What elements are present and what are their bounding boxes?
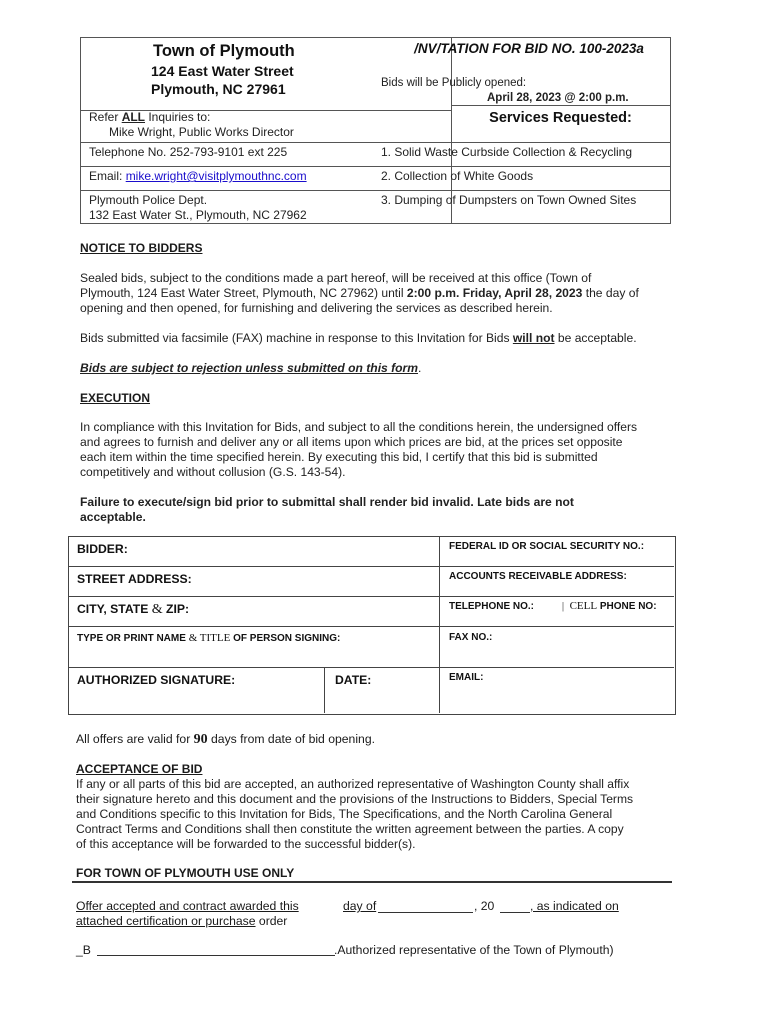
fax-notice: Bids submitted via facsimile (FAX) machine in response to this Invitation for Bids will not be acceptable. — [80, 331, 637, 345]
city-state-zip-field[interactable]: CITY, STATE & ZIP: — [77, 602, 190, 617]
divider — [69, 626, 674, 627]
date-field[interactable]: DATE: — [335, 673, 372, 687]
divider — [72, 881, 672, 883]
town-city: Plymouth, NC 27961 — [151, 81, 286, 97]
signer-name-title-field[interactable]: TYPE OR PRINT NAME & TITLE OF PERSON SIGNING: — [77, 632, 341, 644]
divider — [81, 190, 670, 191]
service-item: 2. Collection of White Goods — [381, 169, 534, 183]
rejection-notice: Bids are subject to rejection unless submitted on this form. — [80, 361, 422, 375]
email-field[interactable]: EMAIL: — [449, 672, 484, 683]
notice-heading: NOTICE TO BIDDERS — [80, 241, 203, 255]
bidder-form — [68, 536, 676, 715]
day-of-text: day of — [343, 899, 377, 913]
offer-accepted-text: Offer accepted and contract awarded this — [76, 899, 299, 913]
execution-heading: EXECUTION — [80, 391, 151, 405]
service-item: 1. Solid Waste Curbside Collection & Recycling — [381, 145, 632, 159]
year-blank[interactable] — [500, 912, 530, 913]
email-row: Email: mike.wright@visitplymouthnc.com — [89, 169, 307, 183]
cell-phone-field[interactable]: | CELL PHONE NO: — [562, 600, 657, 612]
authorized-signature-field[interactable]: AUTHORIZED SIGNATURE: — [77, 673, 236, 687]
month-blank[interactable] — [378, 912, 473, 913]
form-divider — [324, 667, 325, 713]
divider — [451, 105, 670, 106]
form-divider — [439, 537, 440, 713]
police-dept: Plymouth Police Dept. — [89, 193, 208, 207]
refer-inquiries: Refer ALL Inquiries to: — [89, 110, 211, 124]
federal-id-field[interactable]: FEDERAL ID OR SOCIAL SECURITY NO.: — [449, 541, 645, 552]
telephone-field[interactable]: TELEPHONE NO.: — [449, 601, 535, 612]
opened-label: Bids will be Publicly opened: — [381, 77, 527, 89]
fax-field[interactable]: FAX NO.: — [449, 632, 493, 643]
divider — [81, 142, 670, 143]
header-table — [80, 37, 671, 224]
services-title: Services Requested: — [489, 110, 632, 126]
attached-certification-text: attached certification or purchase order — [76, 914, 288, 928]
signature-line[interactable] — [97, 955, 335, 956]
divider — [69, 596, 674, 597]
year-text: , 20 — [474, 899, 495, 913]
town-street: 124 East Water Street — [151, 63, 294, 79]
opened-date: April 28, 2023 @ 2:00 p.m. — [487, 92, 629, 104]
divider — [69, 566, 674, 567]
police-address: 132 East Water St., Plymouth, NC 27962 — [89, 208, 307, 222]
by-label: _B — [76, 943, 91, 957]
acceptance-paragraph: If any or all parts of this bid are accepted, an authorized representative of Washington County shall affix their signature hereto and this document and the provisions of the Instructions to Bidders, Special Terms and Conditions specific to this Invitation for Bids, The Specifications, and the North Carolina General Contract Terms and Conditions shall then constitute the written agreement between the parties. A copy of this acceptance will be forwarded to the successful bidder(s). — [76, 777, 634, 851]
bidder-field[interactable]: BIDDER: — [77, 542, 128, 556]
telephone: Telephone No. 252-793-9101 ext 225 — [89, 145, 288, 159]
acceptance-heading: ACCEPTANCE OF BID — [76, 762, 203, 776]
service-item: 3. Dumping of Dumpsters on Town Owned Sites — [381, 193, 637, 207]
failure-notice: Failure to execute/sign bid prior to submittal shall render bid invalid. Late bids are not acceptable. — [80, 495, 574, 524]
contact-name: Mike Wright, Public Works Director — [109, 125, 294, 139]
street-address-field[interactable]: STREET ADDRESS: — [77, 572, 192, 586]
town-use-heading: FOR TOWN OF PLYMOUTH USE ONLY — [76, 866, 295, 880]
town-name: Town of Plymouth — [153, 42, 295, 60]
accounts-receivable-field[interactable]: ACCOUNTS RECEIVABLE ADDRESS: — [449, 571, 627, 582]
divider — [81, 166, 670, 167]
offer-validity: All offers are valid for 90 days from date of bid opening. — [76, 732, 375, 747]
as-indicated-text: , as indicated on — [530, 899, 619, 913]
execution-paragraph: In compliance with this Invitation for Bids, and subject to all the conditions herein, the undersigned offers and agrees to furnish and deliver any or all items upon which prices are bid, at the prices set opposite each item within the time specified herein. By executing this bid, I certify that this bid is submitted competitively and without collusion (G.S. 143-54). — [80, 420, 638, 479]
authorized-representative-text: .Authorized representative of the Town of Plymouth) — [334, 943, 614, 957]
divider — [69, 667, 674, 668]
notice-paragraph: Sealed bids, subject to the conditions made a part hereof, will be received at this office (Town of Plymouth, 124 East Water Street, Plymouth, NC 27962) until 2:00 p.m. Friday, April 28, 2023 the day of opening and then opened, for furnishing and delivering the services as described herein. — [80, 271, 639, 315]
invitation-number: /NV/TATION FOR BID NO. 100-2023a — [414, 41, 644, 56]
email-link[interactable]: mike.wright@visitplymouthnc.com — [125, 169, 307, 183]
